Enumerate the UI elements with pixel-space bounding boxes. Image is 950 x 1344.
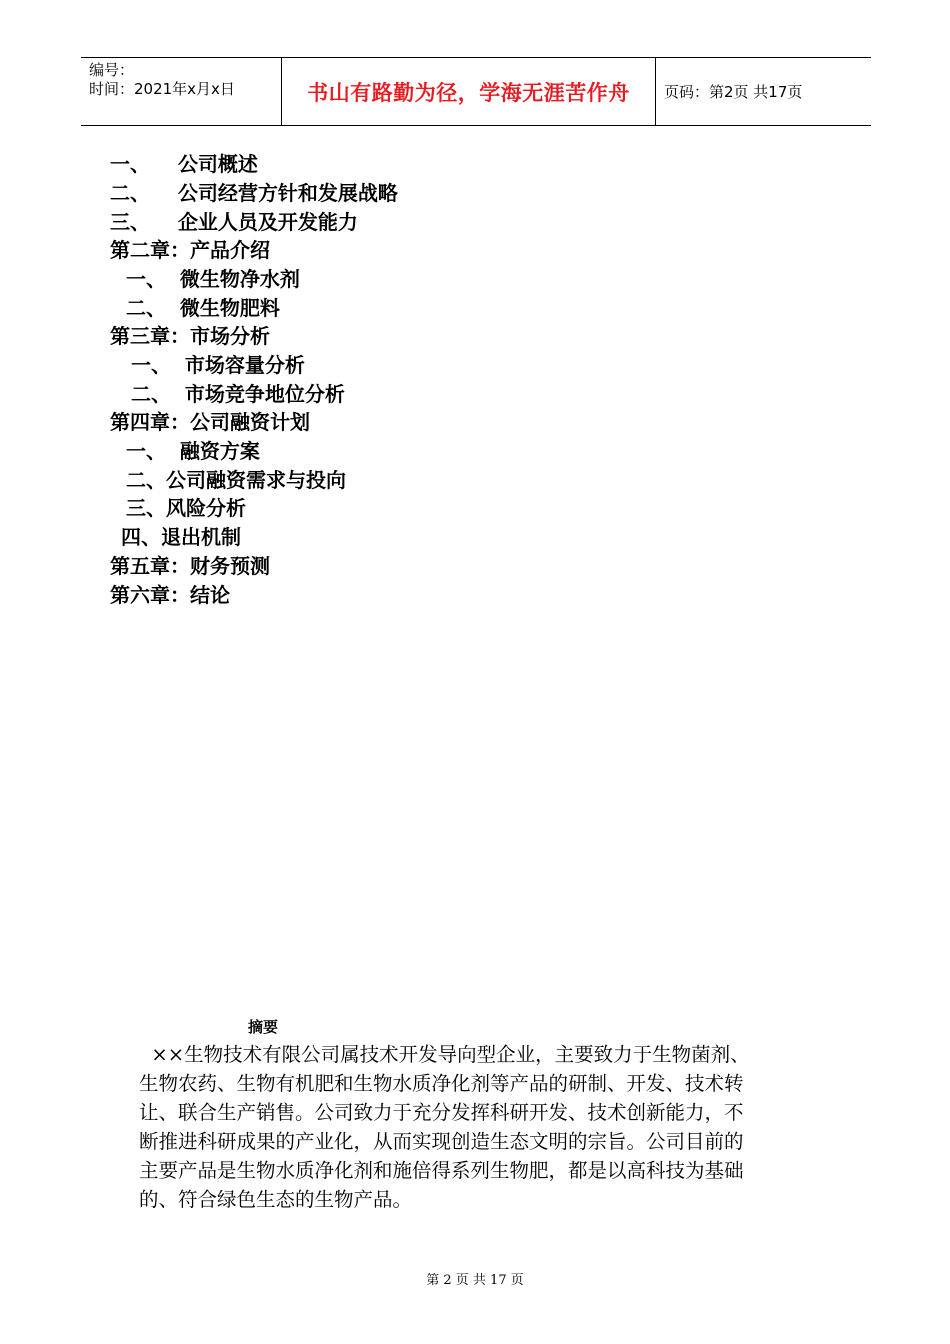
header-page-cell: [656, 58, 871, 125]
abstract-line: 生物农药、生物有机肥和生物水质净化剂等产品的研制、开发、技术转: [139, 1072, 744, 1095]
abstract-body: [139, 1040, 869, 1214]
toc-item: 三、 企业人员及开发能力: [110, 210, 358, 234]
toc-item: 第六章：结论: [110, 583, 230, 607]
toc-item: 三、风险分析: [126, 496, 246, 520]
document-number-label: 编号：: [89, 61, 135, 79]
page-footer: 第 2 页 共 17 页: [426, 1273, 524, 1288]
header-page-info: 页码：第2页 共17页: [664, 83, 803, 101]
abstract-line: 的、符合绿色生态的生物产品。: [139, 1188, 413, 1211]
toc-item: 第四章：公司融资计划: [110, 410, 310, 434]
abstract-line: 让、联合生产销售。公司致力于充分发挥科研开发、技术创新能力，不: [139, 1101, 744, 1124]
toc-item: 四、退出机制: [121, 525, 241, 549]
header-motto-cell: [282, 58, 656, 125]
toc-item: 二、 市场竞争地位分析: [131, 382, 345, 406]
abstract-line: ××生物技术有限公司属技术开发导向型企业，主要致力于生物菌剂、: [139, 1043, 750, 1066]
header-table: [81, 57, 871, 126]
toc-item: 一、 公司概述: [110, 152, 258, 176]
toc-item: 第五章：财务预测: [110, 554, 270, 578]
toc-item: 二、公司融资需求与投向: [126, 468, 346, 492]
header-motto: 书山有路勤为径，学海无涯苦作舟: [307, 80, 630, 105]
document-time-label: 时间：2021年x月x日: [89, 80, 235, 98]
toc-item: 二、 微生物肥料: [126, 296, 280, 320]
toc-item: 一、 市场容量分析: [131, 353, 305, 377]
header-meta-cell: [81, 58, 282, 125]
abstract-line: 断推进科研成果的产业化，从而实现创造生态文明的宗旨。公司目前的: [139, 1130, 744, 1153]
toc-item: 一、 微生物净水剂: [126, 267, 300, 291]
toc-item: 一、 融资方案: [126, 439, 260, 463]
toc-item: 第三章：市场分析: [110, 324, 270, 348]
abstract-line: 主要产品是生物水质净化剂和施倍得系列生物肥，都是以高科技为基础: [139, 1159, 744, 1182]
abstract-title: 摘要: [248, 1018, 279, 1036]
toc-item: 第二章：产品介绍: [110, 238, 270, 262]
toc-item: 二、 公司经营方针和发展战略: [110, 181, 398, 205]
